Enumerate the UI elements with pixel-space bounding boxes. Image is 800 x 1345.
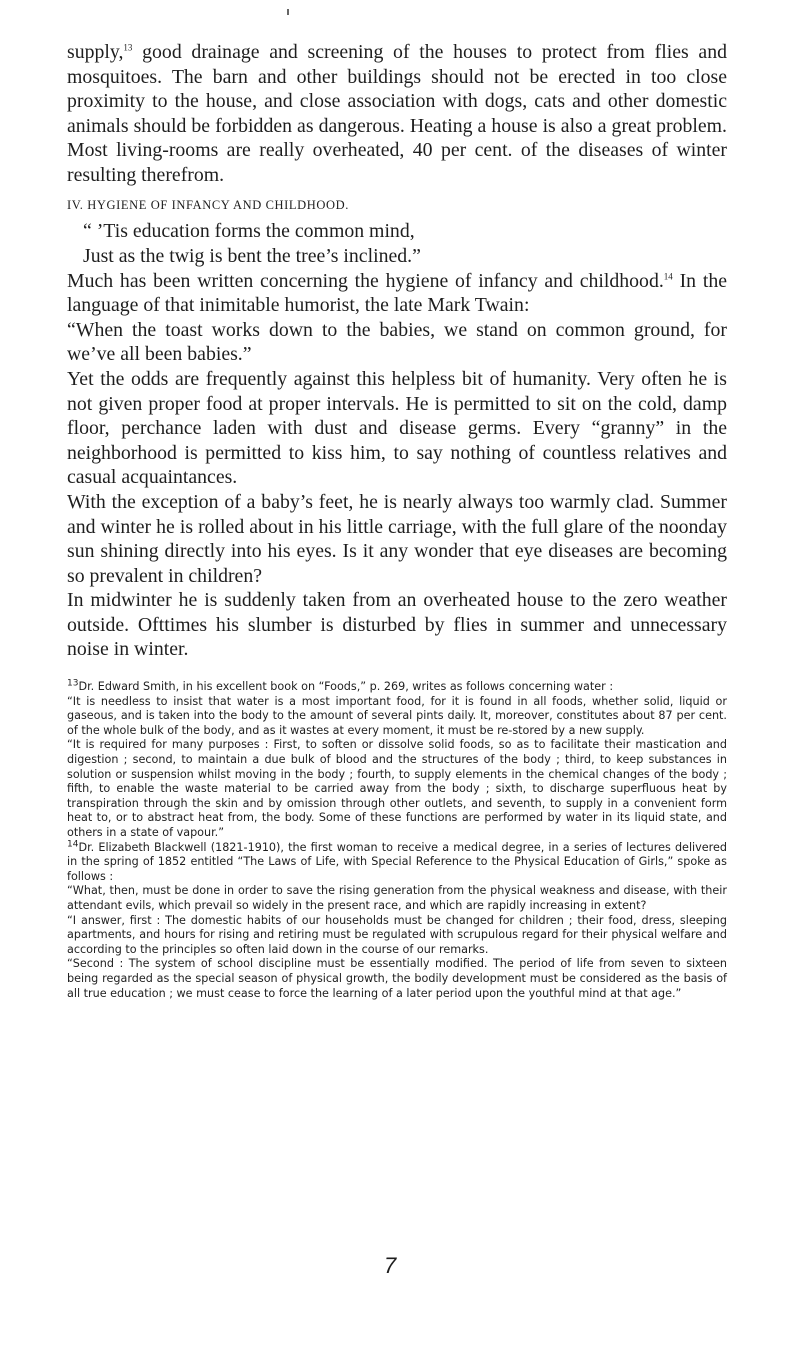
paragraph-midwinter: In midwinter he is suddenly taken from an overheated house to the zero weather outside. Ofttimes his slumber is disturbed by flies in summer and unnecessary noise in winter. [67, 589, 727, 661]
footnote-14-para-3: “Second : The system of school discipline must be essentially modified. The period of life from seven to sixteen being regarded as the special season of physical growth, the bodily development must be considered as the basis of all true education ; we must cease to force the learning of a later period upon the youthful mind at that age.” [67, 957, 727, 1000]
footnotes [67, 680, 727, 1001]
verse-line-2: Just as the twig is bent the tree’s inclined.” [83, 244, 421, 267]
footnote-14-para-1: “What, then, must be done in order to save the rising generation from the physical weakness and disease, with their attendant evils, which prevail so widely in the present race, and which are rapidly increasing in extent? [67, 884, 727, 912]
paragraph-mark-twain-quote: “When the toast works down to the babies, we stand on common ground, for we’ve all been babies.” [67, 318, 727, 366]
main-text [67, 269, 727, 663]
footnote-marker: 13 [67, 678, 79, 689]
page-number: 7 [384, 1253, 397, 1278]
verse-line-1: “ ’Tis education forms the common mind, [83, 219, 415, 242]
paragraph-hygiene: Much has been written concerning the hygiene of infancy and childhood.$^{14}$ In the language of that inimitable humorist, the late Mark Twain: [67, 269, 727, 317]
footnote-marker: 14 [67, 838, 79, 849]
footnote-marker: 14 [663, 270, 673, 281]
epigraph-verse [83, 219, 727, 269]
footnote-marker: 13 [123, 42, 133, 53]
paragraph-supply: supply,$^{13}$ good drainage and screening of the houses to protect from flies and mosquitoes. The barn and other buildings should not be erected in too close proximity to the house, and close association with dogs, cats and other domestic animals should be forbidden as dangerous. Heating a house is also a great problem. Most living-rooms are really overheated, 40 per cent. of the diseases of winter resulting therefrom. [67, 41, 727, 186]
scan-mark [287, 9, 289, 15]
footnote-13-para-2: “It is required for many purposes : First, to soften or dissolve solid foods, so as to facilitate their mastication and digestion ; second, to maintain a due bulk of blood and the structures of the body ; third, to keep substances in solution or suspension whilst moving in the body ; fourth, to supply elements in the chemical changes of the body ; fifth, to enable the waste material to be carried away from the body ; sixth, to discharge superfluous heat by transpiration through the skin and by omission through other outlets, and seventh, to supply in a convenient form heat to, or to abstract heat from, the body. Some of these functions are performed by water in its liquid state, and others in a state of vapour.” [67, 738, 727, 839]
section-heading: IV. HYGIENE OF INFANCY AND CHILDHOOD. [67, 197, 350, 212]
footnote-13-para-1: “It is needless to insist that water is a most important food, for it is found in all foods, whether solid, liquid or gaseous, and is taken into the body to the amount of several pints daily. It, moreover, constitutes about 87 per cent. of the whole bulk of the body, and as it wastes at every moment, it must be re-stored by a new supply. [67, 694, 727, 737]
page-body [67, 40, 727, 1001]
footnote-14: $^{14}$Dr. Elizabeth Blackwell (1821-1910), the first woman to receive a medical degree, in a series of lectures delivered in the spring of 1852 entitled “The Laws of Life, with Special Reference to the Physical Education of Girls,” spoke as follows : [67, 838, 727, 883]
paragraph-odds: Yet the odds are frequently against this helpless bit of humanity. Very often he is not given proper food at proper intervals. He is permitted to sit on the cold, damp floor, perchance laden with dust and disease germs. Every “granny” in the neighborhood is permitted to kiss him, to say nothing of countless relatives and casual acquaintances. [67, 367, 727, 489]
footnote-13: $^{13}$Dr. Edward Smith, in his excellent book on “Foods,” p. 269, writes as follows concerning water : [67, 678, 614, 694]
paragraph-exception: With the exception of a baby’s feet, he is nearly always too warmly clad. Summer and winter he is rolled about in his little carriage, with the full glare of the noonday sun shining directly into his eyes. Is it any wonder that eye diseases are becoming so prevalent in children? [67, 490, 727, 587]
footnote-14-para-2: “I answer, first : The domestic habits of our households must be changed for children ; their food, dress, sleeping apartments, and hours for rising and retiring must be regulated with scrupulous regard for their physical welfare and according to the principles so often laid down in the course of our remarks. [67, 913, 727, 956]
